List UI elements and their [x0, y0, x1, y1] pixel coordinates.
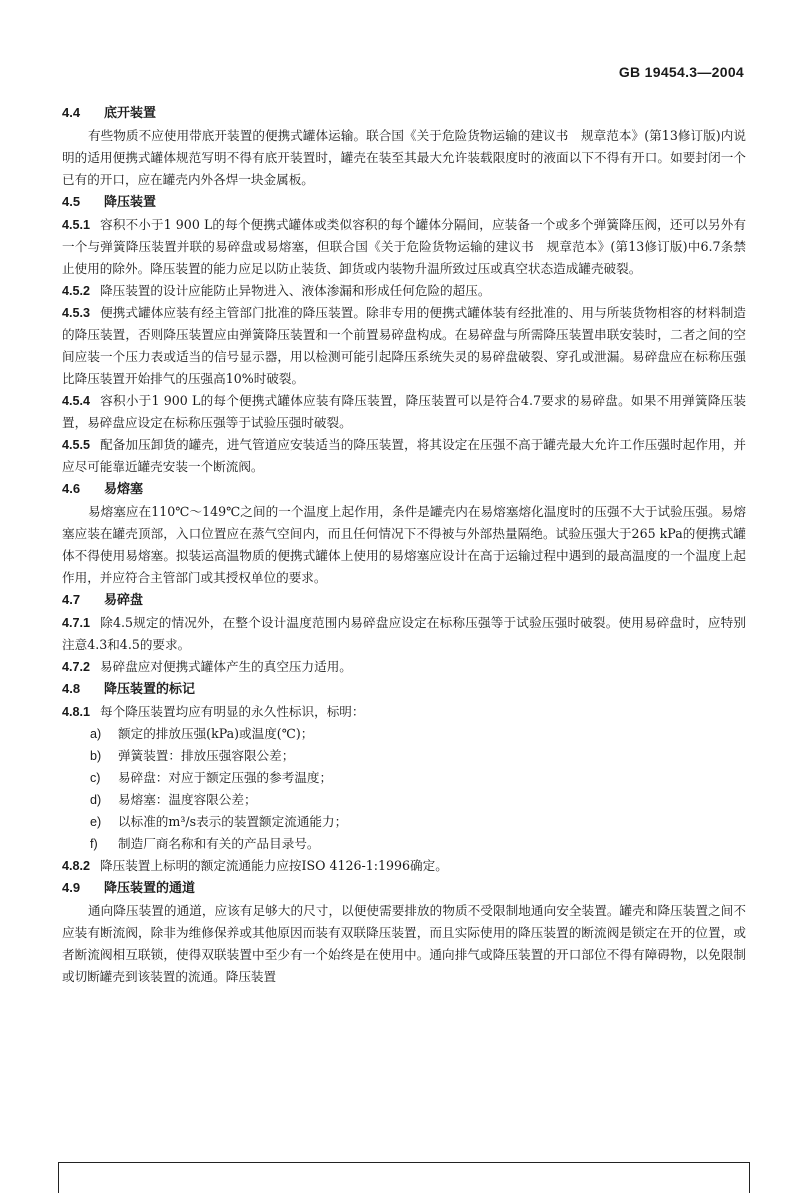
clause-4-7-1	[62, 612, 746, 656]
clause-number: 4.7.2	[62, 660, 91, 674]
list-letter: e)	[90, 815, 102, 829]
paragraph: 有些物质不应使用带底开装置的便携式罐体运输。联合国《关于危险货物运输的建议书 规章范本》(第13修订版)内说明的适用便携式罐体规范写明不得有底开装置时，罐壳在装至其最大允许装载限度时的液面以下不得有开口。如要封闭一个已有的开口，应在罐壳内外各焊一块金属板。	[62, 128, 746, 187]
page-bottom-frame	[58, 1162, 750, 1193]
clause-number: 4.8.2	[62, 859, 91, 873]
section-title: 降压装置的标记	[104, 682, 196, 697]
clause-text: 降压装置的设计应能防止异物进入、液体渗漏和形成任何危险的超压。	[100, 283, 491, 298]
clause-4-8-2	[62, 855, 746, 877]
clause-number: 4.5.2	[62, 284, 91, 298]
section-heading-4-6	[62, 478, 746, 501]
list-letter: b)	[90, 749, 102, 763]
list-item-text: 易碎盘：对应于额定压强的参考温度；	[118, 770, 333, 785]
list-letter: d)	[90, 793, 102, 807]
standard-code: GB 19454.3—2004	[618, 64, 744, 80]
list-item-text: 制造厂商名称和有关的产品目录号。	[118, 836, 320, 851]
clause-4-5-2	[62, 280, 746, 302]
clause-number: 4.5.1	[62, 218, 91, 232]
list-item-text: 以标准的m³/s表示的装置额定流通能力；	[118, 814, 348, 829]
clause-text: 每个降压装置均应有明显的永久性标识，标明：	[100, 704, 365, 719]
section-title: 底开装置	[104, 106, 157, 121]
clause-4-5-1	[62, 214, 746, 280]
section-number: 4.8	[62, 681, 81, 696]
paragraph: 易熔塞应在110℃～149℃之间的一个温度上起作用，条件是罐壳内在易熔塞熔化温度时的压强不大于试验压强。易熔塞应装在罐壳顶部，入口位置应在蒸气空间内，而且任何情况下不得被与外部热量隔绝。试验压强大于265 kPa的便携式罐体不得使用易熔塞。拟装运高温物质的便携式罐体上使用的易熔塞应设计在高于运输过程中遇到的最高温度的一个温度上起作用，并应符合主管部门或其授权单位的要求。	[62, 504, 746, 585]
clause-4-7-2	[62, 656, 746, 678]
section-number: 4.9	[62, 880, 81, 895]
paragraph: 通向降压装置的通道，应该有足够大的尺寸，以便使需要排放的物质不受限制地通向安全装置。罐壳和降压装置之间不应装有断流阀，除非为维修保养或其他原因而装有双联降压装置，而且实际使用的降压装置的断流阀是锁定在开的位置，或者断流阀相互联锁，使得双联装置中至少有一个始终是在使用中。通向排气或降压装置的开口部位不得有障碍物，以免限制或切断罐壳到该装置的流通。降压装置	[62, 903, 746, 984]
section-heading-4-8	[62, 678, 746, 701]
section-title: 易熔塞	[104, 482, 144, 497]
clause-number: 4.7.1	[62, 616, 91, 630]
list-letter: c)	[90, 771, 101, 785]
list-item	[62, 833, 746, 855]
list-item	[62, 745, 746, 767]
clause-number: 4.8.1	[62, 705, 91, 719]
list-item	[62, 767, 746, 789]
clause-text: 配备加压卸货的罐壳，进气管道应安装适当的降压装置，将其设定在压强不高于罐壳最大允许工作压强时起作用，并应尽可能靠近罐壳安装一个断流阀。	[62, 437, 746, 474]
document-body	[62, 102, 746, 988]
clause-4-5-5	[62, 434, 746, 478]
list-item	[62, 811, 746, 833]
list-item	[62, 723, 746, 745]
clause-text: 容积小于1 900 L的每个便携式罐体应装有降压装置，降压装置可以是符合4.7要求的易碎盘。如果不用弹簧降压装置，易碎盘应设定在标称压强等于试验压强时破裂。	[62, 393, 746, 430]
list-letter: a)	[90, 727, 102, 741]
section-number: 4.4	[62, 105, 81, 120]
list-item-text: 易熔塞：温度容限公差；	[118, 792, 257, 807]
clause-number: 4.5.3	[62, 306, 91, 320]
clause-text: 易碎盘应对便携式罐体产生的真空压力适用。	[100, 659, 352, 674]
list-item-text: 额定的排放压强(kPa)或温度(℃)；	[118, 726, 314, 741]
clause-number: 4.5.5	[62, 438, 91, 452]
section-number: 4.7	[62, 592, 81, 607]
clause-number: 4.5.4	[62, 394, 91, 408]
section-heading-4-7	[62, 589, 746, 612]
list-item	[62, 789, 746, 811]
section-heading-4-5	[62, 191, 746, 214]
section-number: 4.5	[62, 194, 81, 209]
section-title: 降压装置的通道	[104, 881, 196, 896]
clause-4-5-3	[62, 302, 746, 390]
clause-4-8-1	[62, 701, 746, 723]
list-letter: f)	[90, 837, 98, 851]
section-heading-4-4	[62, 102, 746, 125]
list-item-text: 弹簧装置：排放压强容限公差；	[118, 748, 295, 763]
clause-text: 降压装置上标明的额定流通能力应按ISO 4126-1:1996确定。	[100, 858, 448, 873]
clause-4-5-4	[62, 390, 746, 434]
section-number: 4.6	[62, 481, 81, 496]
clause-text: 除4.5规定的情况外，在整个设计温度范围内易碎盘应设定在标称压强等于试验压强时破裂。使用易碎盘时，应特别注意4.3和4.5的要求。	[62, 615, 746, 652]
clause-text: 便携式罐体应装有经主管部门批准的降压装置。除非专用的便携式罐体装有经批准的、用与所装货物相容的材料制造的降压装置，否则降压装置应由弹簧降压装置和一个前置易碎盘构成。在易碎盘与所需降压装置串联安装时，二者之间的空间应装一个压力表或适当的信号显示器，用以检测可能引起降压系统失灵的易碎盘破裂、穿孔或泄漏。易碎盘应在标称压强比降压装置开始排气的压强高10%时破裂。	[62, 305, 746, 386]
section-heading-4-9	[62, 877, 746, 900]
section-title: 易碎盘	[104, 593, 144, 608]
clause-text: 容积不小于1 900 L的每个便携式罐体或类似容积的每个罐体分隔间，应装备一个或多个弹簧降压阀，还可以另外有一个与弹簧降压装置并联的易碎盘或易熔塞，但联合国《关于危险货物运输的建议书 规章范本》(第13修订版)中6.7条禁止使用的除外。降压装置的能力应足以防止装货、卸货或内装物升温所致过压或真空状态造成罐壳破裂。	[62, 217, 746, 276]
section-title: 降压装置	[104, 195, 157, 210]
